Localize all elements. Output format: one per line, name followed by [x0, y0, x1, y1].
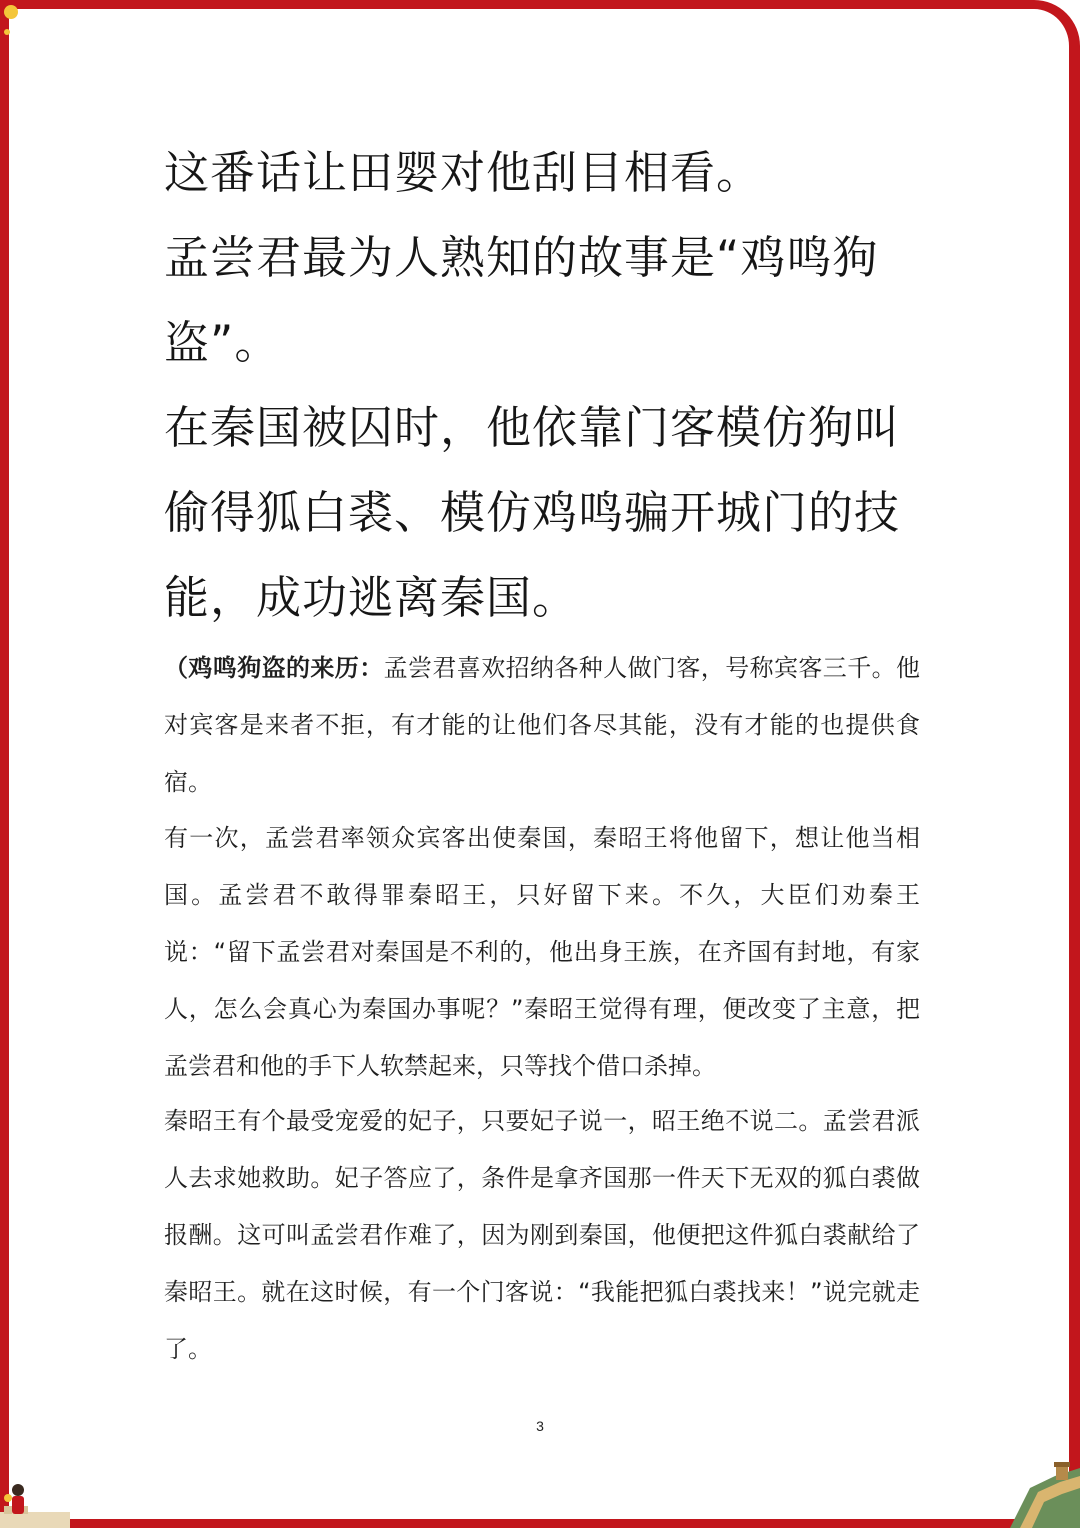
great-wall-icon: [1000, 1458, 1080, 1528]
main-line-1: 这番话让田婴对他刮目相看。: [164, 146, 763, 199]
note-paragraph-1: [164, 640, 920, 811]
main-line-5: 偷得狐白裘、模仿鸡鸣骗开城门的技: [164, 486, 901, 539]
note-paragraph-2: 有一次，孟尝君率领众宾客出使秦国，秦昭王将他留下，想让他当相国。孟尝君不敢得罪秦昭王，只好留下来。不久，大臣们劝秦王说：“留下孟尝君对秦国是不利的，他出身王族，在齐国有封地，有家人，怎么会真心为秦国办事呢？”秦昭王觉得有理，便改变了主意，把孟尝君和他的手下人软禁起来，只等找个借口杀掉。: [164, 824, 920, 1080]
great-wall-figure-icon: [0, 1468, 70, 1528]
lantern-icon: [2, 2, 22, 38]
note-label: （鸡鸣狗盗的来历：: [164, 654, 384, 682]
main-line-2: 孟尝君最为人熟知的故事是“鸡鸣狗: [164, 231, 879, 284]
main-line-6: 能，成功逃离秦国。: [164, 571, 579, 624]
main-line-3: 盗”。: [164, 316, 281, 369]
note-paragraph-1-text: 孟尝君喜欢招纳各种人做门客，号称宾客三千。他对宾客是来者不拒，有才能的让他们各尽其能，没有才能的也提供食宿。: [164, 654, 921, 796]
main-line-4: 在秦国被囚时，他依靠门客模仿狗叫: [164, 401, 901, 454]
note-paragraph-3: 秦昭王有个最受宠爱的妃子，只要妃子说一，昭王绝不说二。孟尝君派人去求她救助。妃子答应了，条件是拿齐国那一件天下无双的狐白裘做报酬。这可叫孟尝君作难了，因为刚到秦国，他便把这件狐白裘献给了秦昭王。就在这时候，有一个门客说：“我能把狐白裘找来！”说完就走了。: [164, 1107, 920, 1363]
page-number: 3: [536, 1418, 544, 1434]
